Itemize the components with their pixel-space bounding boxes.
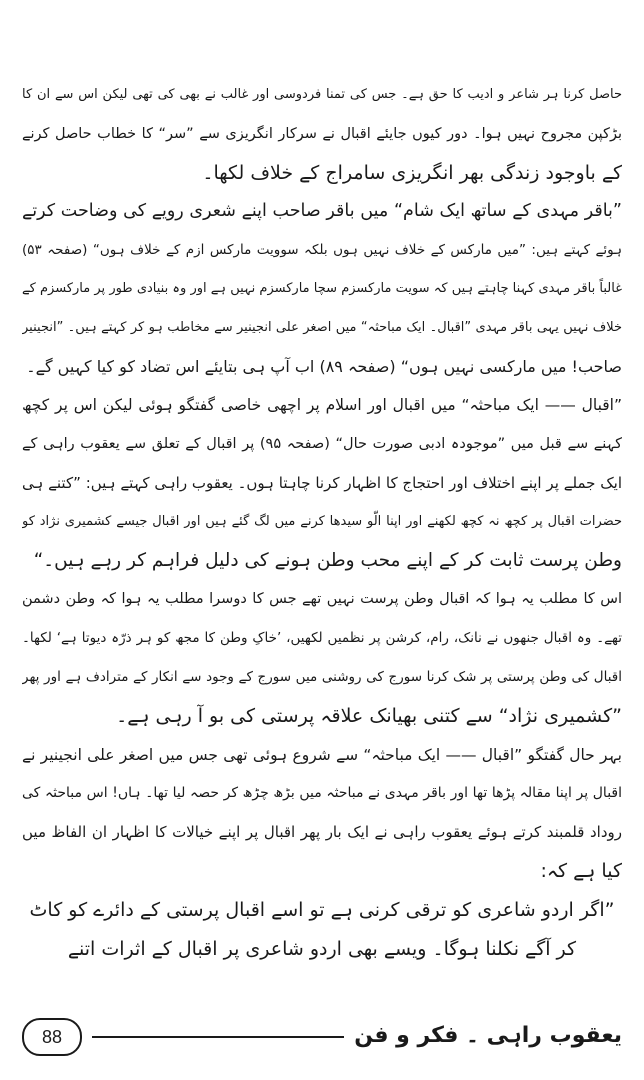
text-line: کے باوجود زندگی بھر انگریزی سامراج کے خلاف لکھا۔ <box>202 161 622 184</box>
text-line: اقبال کی وطن پرستی پر شک کرنا سورج کی روشنی میں سورج کے وجود سے انکار کے مترادف ہے اور پھر <box>22 668 622 685</box>
block-quote <box>22 891 622 969</box>
quote-line: ”اگر اردو شاعری کو ترقی کرنی ہے تو اسے اقبال پرستی کے دائرے کو کاٹ <box>29 898 615 921</box>
text-line: وطن پرست ثابت کر کے اپنے محب وطن ہونے کی دلیل فراہم کر رہے ہیں۔“ <box>33 549 622 571</box>
text-line: تھے۔ وہ اقبال جنھوں نے نانک، رام، کرشن پر نظمیں لکھیں، ’خاکِ وطن کا مجھ کو ہر ذرّہ دیوتا ہے‘ لکھا۔ <box>22 630 622 647</box>
text-line: ”کشمیری نژاد“ سے کتنی بھیانک علاقہ پرستی کی بو آ رہی ہے۔ <box>116 704 622 727</box>
text-line: ”اقبال —— ایک مباحثہ“ میں اقبال اور اسلام پر اچھی خاصی گفتگو ہوئی لیکن اس پر کچھ <box>22 396 622 415</box>
body-text <box>22 76 622 968</box>
text-line: بہر حال گفتگو ”اقبال —— ایک مباحثہ“ سے شروع ہوئی تھی جس میں اصغر علی انجینیر نے <box>22 745 622 764</box>
page-number: 88 <box>22 1018 82 1056</box>
text-line: ایک جملے پر اپنے اختلاف اور احتجاج کا اظہار کرنا چاہتا ہوں۔ یعقوب راہی کہتے ہیں: ”کتنے ہی <box>22 473 622 492</box>
text-line: بڑکپن مجروح نہیں ہوا۔ دور کیوں جایئے اقبال نے سرکار انگریزی سے ”سر“ کا خطاب حاصل کرنے <box>22 125 622 142</box>
text-line: ”باقر مہدی کے ساتھ ایک شام“ میں باقر صاحب اپنے شعری رویے کی وضاحت کرتے <box>22 201 622 222</box>
text-line: اقبال پر اپنا مقالہ پڑھا تھا اور باقر مہدی نے مباحثہ میں بڑھ چڑھ کر حصہ لیا تھا۔ ہاں! اس مباحثہ کی <box>22 785 622 802</box>
book-title: یعقوب راہی ۔ فکر و فن <box>344 1016 622 1056</box>
text-line: خلاف نہیں یہی باقر مہدی ”اقبال۔ ایک مباحثہ“ میں اصغر علی انجینیر سے مخاطب ہو کر کہتے ہیں۔ ”انجینیر <box>22 319 622 335</box>
text-line: غالباً باقر مہدی کہنا چاہتے ہیں کہ سویت مارکسزم سچا مارکسزم نہیں ہے اور وہ بنیادی طور پر مارکسزم کے <box>22 280 622 296</box>
quote-line: کر آگے نکلنا ہوگا۔ ویسے بھی اردو شاعری پر اقبال کے اثرات اتنے <box>67 937 577 960</box>
text-line: کیا ہے کہ: <box>540 859 622 882</box>
text-line: کہنے سے قبل میں ”موجودہ ادبی صورت حال“ (صفحہ ۹۵) پر اقبال کے تعلق سے یعقوب راہی کے <box>22 436 622 453</box>
text-line: اس کا مطلب یہ ہوا کہ اقبال وطن پرست نہیں تھے جس کا دوسرا مطلب یہ ہوا کہ وطن دشمن <box>22 591 622 608</box>
text-line: حضرات اقبال پر کچھ نہ کچھ لکھنے اور اپنا الّو سیدھا کرنے میں لگ گئے ہیں اور اقبال جیسے کشمیری نژاد کو <box>22 513 622 529</box>
text-line: روداد قلمبند کرتے ہوئے یعقوب راہی نے ایک بار پھر اقبال پر اپنے خیالات کا اظہار ان الفاظ میں <box>22 823 622 842</box>
text-line: حاصل کرنا ہر شاعر و ادیب کا حق ہے۔ جس کی تمنا فردوسی اور غالب نے بھی کی تھی لیکن اس سے ان کا <box>22 87 622 102</box>
text-line: صاحب! میں مارکسی نہیں ہوں“ (صفحہ ۸۹) اب آپ ہی بتایئے اس تضاد کو کیا کہیں گے۔ <box>26 356 622 376</box>
page-footer <box>22 1016 622 1058</box>
text-line: ہوئے کہتے ہیں: ”میں مارکس کے خلاف نہیں ہوں بلکہ سوویت مارکس ازم کے خلاف ہوں“ (صفحہ ۵۳) <box>22 242 622 259</box>
